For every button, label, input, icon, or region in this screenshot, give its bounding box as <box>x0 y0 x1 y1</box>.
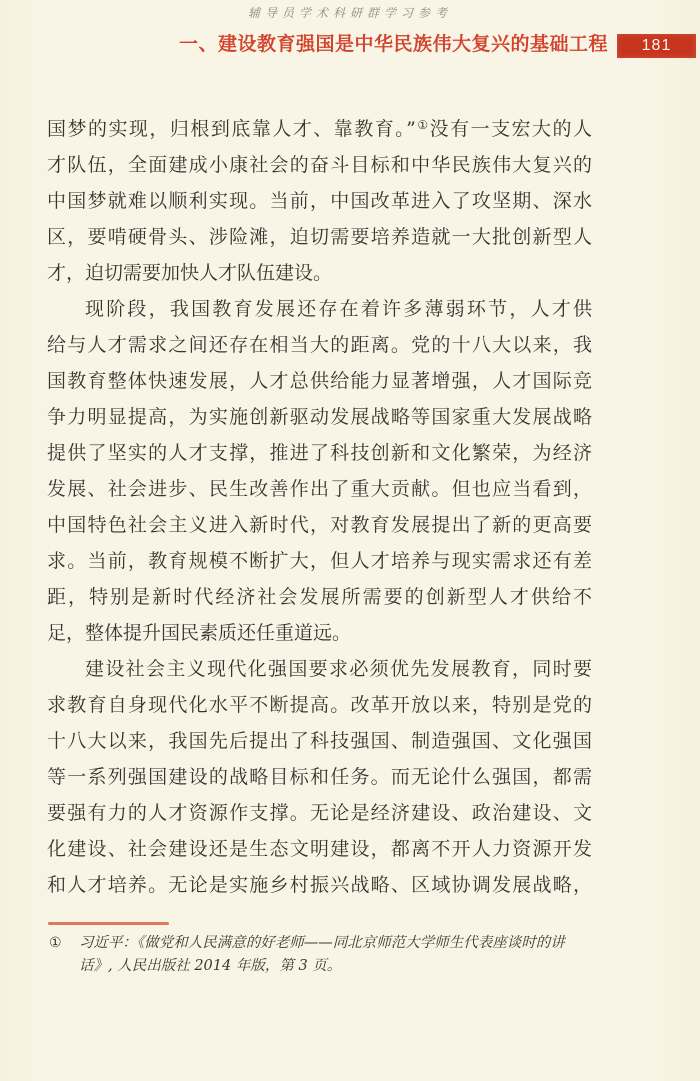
footnote-text <box>45 932 605 978</box>
body-line: 提供了坚实的人才支撑，推进了科技创新和文化繁荣，为经济 <box>47 442 592 464</box>
body-line: 才，迫切需要加快人才队伍建设。 <box>47 262 333 284</box>
footnote-marker: ① <box>49 935 62 951</box>
body-line: 建设社会主义现代化强国要求必须优先发展教育，同时要 <box>85 658 592 680</box>
body-line: 十八大以来，我国先后提出了科技强国、制造强国、文化强国 <box>47 730 592 752</box>
footnote-separator-rule <box>48 922 169 925</box>
footnote-line: 话》, 人民出版社 2014 年版，第 3 页。 <box>79 958 342 974</box>
body-line: 才队伍，全面建成小康社会的奋斗目标和中华民族伟大复兴的 <box>47 154 592 176</box>
body-line: 争力明显提高，为实施创新驱动发展战略等国家重大发展战略 <box>47 406 592 428</box>
footnote-line: 习近平：《做党和人民满意的好老师——同北京师范大学师生代表座谈时的讲 <box>79 935 565 951</box>
body-line: 发展、社会进步、民生改善作出了重大贡献。但也应当看到， <box>47 478 592 500</box>
body-line: 国教育整体快速发展，人才总供给能力显著增强，人才国际竞 <box>47 370 592 392</box>
body-line <box>47 111 592 147</box>
body-line: 足，整体提升国民素质还任重道远。 <box>47 622 352 644</box>
body-line: 中国梦就难以顺利实现。当前，中国改革进入了攻坚期、深水 <box>47 190 592 212</box>
body-line: 中国特色社会主义进入新时代，对教育发展提出了新的更高要 <box>47 514 592 536</box>
body-line: 区，要啃硬骨头、涉险滩，迫切需要培养造就一大批创新型人 <box>47 226 592 248</box>
body-line: 给与人才需求之间还存在相当大的距离。党的十八大以来，我 <box>47 334 592 356</box>
body-line: 求。当前，教育规模不断扩大，但人才培养与现实需求还有差 <box>47 550 592 572</box>
running-header-title: 一、建设教育强国是中华民族伟大复兴的基础工程 <box>178 34 608 55</box>
body-text-segment: 国梦的实现，归根到底靠人才、靠教育。” <box>47 118 416 140</box>
body-line: 等一系列强国建设的战略目标和任务。而无论什么强国，都需 <box>47 766 592 788</box>
body-line: 求教育自身现代化水平不断提高。改革开放以来，特别是党的 <box>47 694 592 716</box>
page-number-badge: 181 <box>617 34 696 58</box>
body-line: 要强有力的人才资源作支撑。无论是经济建设、政治建设、文 <box>47 802 592 824</box>
body-line: 和人才培养。无论是实施乡村振兴战略、区域协调发展战略， <box>47 874 592 896</box>
body-line: 现阶段，我国教育发展还存在着许多薄弱环节，人才供 <box>85 298 592 320</box>
body-line: 化建设、社会建设还是生态文明建设，都离不开人力资源开发 <box>47 838 592 860</box>
body-text-segment: 没有一支宏大的人 <box>429 118 592 140</box>
body-line: 距，特别是新时代经济社会发展所需要的创新型人才供给不 <box>47 586 592 608</box>
watermark-text: 辅导员学术科研群学习参考 <box>247 6 452 20</box>
footnote <box>45 932 605 978</box>
body-text <box>47 111 592 903</box>
footnote-ref-marker: ① <box>415 118 430 132</box>
